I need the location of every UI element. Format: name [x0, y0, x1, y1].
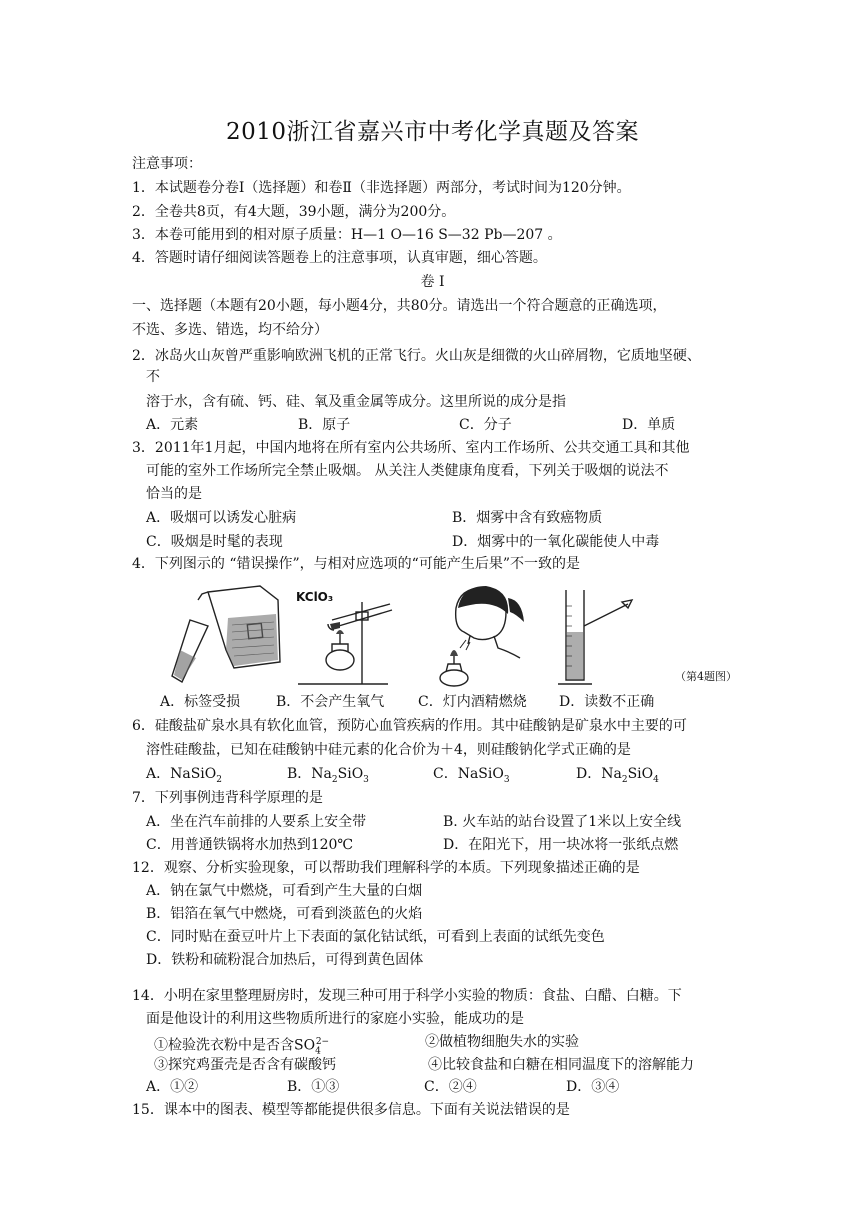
note-item-3: 3．本卷可能用到的相对原子质量：H—1 O—16 S—32 Pb—207 。 — [132, 227, 562, 243]
figure-caption: （第4题图） — [675, 670, 737, 683]
q3-option-a: A．吸烟可以诱发心脏病 — [146, 510, 297, 526]
q14-option-a: A．①② — [146, 1079, 199, 1095]
figure-d-cylinder — [552, 586, 652, 690]
q7-option-a: A．坐在汽车前排的人要系上安全带 — [146, 814, 367, 830]
q6-option-c: C．NaSiO$_3$ — [433, 766, 510, 785]
q6-option-a: A．NaSiO$_2$ — [146, 766, 222, 785]
q6-option-b: B．$Na_2SiO_3$ — [287, 766, 369, 785]
section-label: 卷 Ⅰ — [420, 274, 445, 290]
figure-c-blowing-lamp — [424, 578, 534, 690]
figure-a-pouring — [168, 580, 288, 684]
q14-option-c: C．②④ — [424, 1079, 477, 1095]
note-item-4: 4．答题时请仔细阅读答题卷上的注意事项，认真审题，细心答题。 — [132, 250, 547, 266]
q12-option-c: C．同时贴在蚕豆叶片上下表面的氯化钴试纸，可看到上表面的试纸先变色 — [146, 929, 605, 945]
q14-item-3: ③探究鸡蛋壳是否含有碳酸钙 — [154, 1057, 336, 1073]
q2-option-a: A．元素 — [146, 417, 199, 433]
q3-line-1: 3．2011年1月起，中国内地将在所有室内公共场所、室内工作场所、公共交通工具和其他 — [132, 440, 690, 456]
note-item-1: 1．本试题卷分卷Ⅰ（选择题）和卷Ⅱ（非选择题）两部分，考试时间为120分钟。 — [132, 180, 631, 196]
q3-option-c: C．吸烟是时髦的表现 — [146, 534, 283, 550]
q15-line-1: 15．课本中的图表、模型等都能提供很多信息。下面有关说法错误的是 — [132, 1102, 570, 1118]
q2-line-3: 溶于水，含有硫、钙、硅、氧及重金属等成分。这里所说的成分是指 — [146, 394, 566, 410]
notes-heading: 注意事项： — [132, 156, 202, 172]
note-item-2: 2．全卷共8页，有4大题，39小题，满分为200分。 — [132, 204, 456, 220]
q14-item-2: ②做植物细胞失水的实验 — [425, 1034, 579, 1050]
q12-line-1: 12．观察、分析实验现象，可以帮助我们理解科学的本质。下列现象描述正确的是 — [132, 860, 640, 876]
q14-option-b: B．①③ — [287, 1079, 340, 1095]
q6-line-1: 6．硅酸盐矿泉水具有软化血管，预防心血管疾病的作用。其中硅酸钠是矿泉水中主要的可 — [132, 718, 687, 734]
q4-option-c: C．灯内酒精燃烧 — [418, 694, 527, 710]
q7-option-b: B. 火车站的站台设置了1米以上安全线 — [443, 814, 682, 830]
q14-option-d: D．③④ — [566, 1079, 620, 1095]
q2-option-d: D．单质 — [622, 417, 676, 433]
q2-line-1: 2．冰岛火山灰曾严重影响欧洲飞机的正常飞行。火山灰是细微的火山碎屑物，它质地坚硬、 — [132, 348, 701, 364]
q3-option-d: D．烟雾中的一氧化碳能使人中毒 — [452, 534, 660, 550]
q4-option-d: D．读数不正确 — [559, 694, 655, 710]
q6-line-2: 溶性硅酸盐，已知在硅酸钠中硅元素的化合价为＋4，则硅酸钠化学式正确的是 — [146, 742, 631, 758]
q4-option-a: A．标签受损 — [160, 694, 241, 710]
q2-option-c: C．分子 — [459, 417, 512, 433]
q12-option-b: B．铝箔在氧气中燃烧，可看到淡蓝色的火焰 — [146, 906, 423, 922]
q4-line-1: 4．下列图示的 “错误操作”，与相对应选项的“可能产生后果”不一致的是 — [132, 556, 580, 572]
section-intro-1: 一、选择题（本题有20小题，每小题4分，共80分。请选出一个符合题意的正确选项， — [132, 298, 667, 314]
q12-option-a: A．钠在氯气中燃烧，可看到产生大量的白烟 — [146, 883, 423, 899]
q14-line-2: 面是他设计的利用这些物质所进行的家庭小实验，能成功的是 — [146, 1011, 524, 1027]
q7-option-c: C．用普通铁锅将水加热到120℃ — [146, 837, 354, 853]
figure-b-label: KClO₃ — [296, 590, 334, 604]
q14-line-1: 14．小明在家里整理厨房时，发现三种可用于科学小实验的物质：食盐、白醋、白糖。下 — [132, 988, 682, 1004]
section-intro-2: 不选、多选、错选，均不给分） — [132, 322, 328, 338]
q12-option-d: D．铁粉和硫粉混合加热后，可得到黄色固体 — [146, 952, 424, 968]
q14-item-4: ④比较食盐和白糖在相同温度下的溶解能力 — [428, 1057, 694, 1073]
q3-option-b: B．烟雾中含有致癌物质 — [452, 510, 603, 526]
q3-line-3: 恰当的是 — [146, 486, 202, 502]
q7-line-1: 7．下列事例违背科学原理的是 — [132, 790, 323, 806]
q3-line-2: 可能的室外工作场所完全禁止吸烟。 从关注人类健康角度看，下列关于吸烟的说法不 — [146, 463, 669, 479]
q14-item-1: ①检验洗衣粉中是否含$SO_4^{2-}$ — [154, 1037, 330, 1057]
q6-option-d: D．$Na_2SiO_4$ — [576, 766, 659, 785]
q7-option-d: D．在阳光下，用一块冰将一张纸点燃 — [443, 837, 679, 853]
q4-option-b: B．不会产生氧气 — [276, 694, 385, 710]
figure-b-heating — [292, 598, 412, 688]
q2-option-b: B．原子 — [298, 417, 351, 433]
page-title: 2010浙江省嘉兴市中考化学真题及答案 — [225, 119, 640, 145]
q2-line-2: 不 — [146, 369, 160, 385]
